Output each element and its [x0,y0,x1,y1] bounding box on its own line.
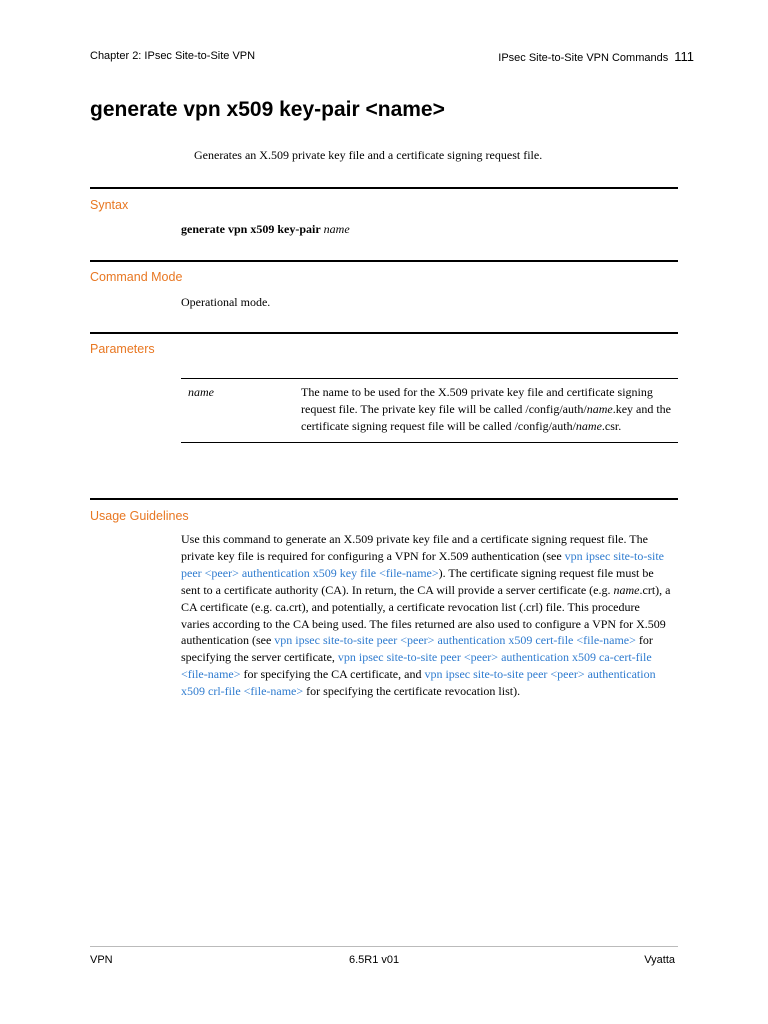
link-x509-cert-file[interactable]: vpn ipsec site-to-site peer <peer> authentication x509 cert-file <file-name> [274,633,636,648]
usage-text: for specifying the server certificate, [181,633,653,665]
param-desc-part: The name to be used for the X.509 private key file and certificate signing request file. The private key file will be called /config/auth/ [301,385,653,416]
footer-right: Vyatta [644,954,675,966]
intro-text: Generates an X.509 private key file and a certificate signing request file. [194,148,543,162]
usage-text: for specifying the certificate revocation list). [303,684,521,699]
running-header-section-label: IPsec Site-to-Site VPN Commands [498,52,669,64]
section-heading-syntax: Syntax [90,198,129,212]
syntax-command: generate vpn x509 key-pair [181,222,321,236]
usage-italic: name [613,582,640,597]
section-heading-usage: Usage Guidelines [90,509,189,523]
usage-text: for specifying the CA certificate, and [240,667,425,682]
usage-text: .crt), a CA certificate (e.g. ca.crt), and potentially, a certificate revocation list (.crl) file. This procedure varies according to the CA being used. The files returned are also used to configure a VPN for X.509 authentication (see [181,582,671,648]
running-header-chapter: Chapter 2: IPsec Site-to-Site VPN [90,50,256,62]
parameter-name: name [188,385,214,399]
section-heading-command-mode: Command Mode [90,270,183,284]
page-title: generate vpn x509 key-pair <name> [90,98,445,121]
usage-text: Use this command to generate an X.509 private key file and a certificate signing request file. The private key file is required for configuring a VPN for X.509 authentication (see [181,532,648,563]
link-x509-ca-cert-file[interactable]: vpn ipsec site-to-site peer <peer> authentication x509 ca-cert-file <file-name> [181,650,652,682]
link-x509-crl-file[interactable]: vpn ipsec site-to-site peer <peer> authentication x509 crl-file <file-name> [181,667,656,699]
command-mode-text: Operational mode. [181,295,271,309]
footer-version: 6.5R1 v01 [349,954,400,966]
section-heading-parameters: Parameters [90,342,155,356]
syntax-line [181,221,350,238]
section-divider-parameters [90,332,678,334]
section-divider-usage [90,498,678,500]
section-divider-command-mode [90,260,678,262]
param-desc-part: .csr. [601,418,622,433]
usage-paragraph [181,531,671,700]
link-x509-key-file[interactable]: vpn ipsec site-to-site peer <peer> authentication x509 key file <file-name> [181,548,664,580]
parameter-description [301,379,671,442]
section-divider-syntax [90,187,678,189]
footer-divider [90,946,678,947]
usage-text: ). The certificate signing request file must be sent to a certificate authority (CA). In return, the CA will provide a server certificate (e.g. [181,565,654,597]
running-header-section [498,49,694,64]
param-desc-italic: name [586,401,613,416]
footer-left: VPN [90,954,113,966]
syntax-arg: name [323,222,350,236]
param-desc-italic: name [575,418,602,433]
page-number: 111 [674,49,694,64]
parameters-table [181,378,678,443]
param-desc-part: .key and the certificate signing request file will be called /config/auth/ [301,401,671,433]
